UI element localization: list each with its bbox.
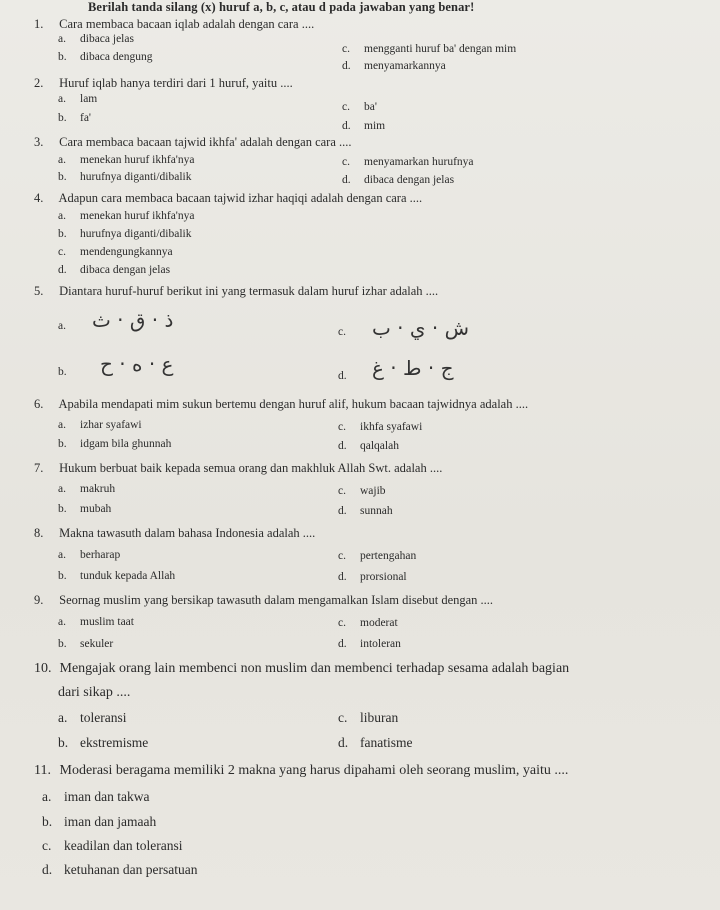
option-9a[interactable]: a. muslim taat [58,616,134,628]
option-5b[interactable]: b. [58,366,67,378]
option-5a-arabic: ذ · ق · ث [92,308,174,332]
option-11c[interactable]: c. keadilan dan toleransi [42,838,183,853]
option-11d[interactable]: d. ketuhanan dan persatuan [42,862,198,877]
option-7c[interactable]: c. wajib [338,485,386,497]
question-4: 4. Adapun cara membaca bacaan tajwid izhar haqiqi adalah dengan cara .... [34,191,423,205]
option-8d[interactable]: d. prorsional [338,571,407,583]
option-5b-arabic: ع · ه · ح [100,352,174,376]
option-8b[interactable]: b. tunduk kepada Allah [58,570,176,582]
question-text: Cara membaca bacaan iqlab adalah dengan cara .... [59,17,315,31]
option-3c[interactable]: c. menyamarkan hurufnya [342,156,474,168]
option-6c[interactable]: c. ikhfa syafawi [338,421,423,433]
option-6d[interactable]: d. qalqalah [338,440,399,452]
option-6b[interactable]: b. idgam bila ghunnah [58,438,172,450]
option-11a[interactable]: a. iman dan takwa [42,789,150,804]
option-9d[interactable]: d. intoleran [338,638,401,650]
option-7a[interactable]: a. makruh [58,483,116,495]
option-4c[interactable]: c. mendengungkannya [58,246,173,258]
question-1 [34,17,314,32]
option-8c[interactable]: c. pertengahan [338,550,417,562]
option-10a[interactable]: a. toleransi [58,710,127,725]
instruction-header: Berilah tanda silang (x) huruf a, b, c, atau d pada jawaban yang benar! [88,0,475,14]
question-10-continued: dari sikap .... [58,685,131,700]
option-11b[interactable]: b. iman dan jamaah [42,814,157,829]
option-5c-arabic: ش · ي · ب [372,316,470,340]
question-10: 10. Mengajak orang lain membenci non muslim dan membenci terhadap sesama adalah bagian [34,661,570,676]
option-3a[interactable]: a. menekan huruf ikhfa'nya [58,154,195,166]
option-5d[interactable]: d. [338,370,347,382]
option-9c[interactable]: c. moderat [338,617,398,629]
question-8: 8. Makna tawasuth dalam bahasa Indonesia adalah .... [34,526,316,540]
option-3b[interactable]: b. hurufnya diganti/dibalik [58,171,192,183]
option-3d[interactable]: d. dibaca dengan jelas [342,174,455,186]
option-2b[interactable]: b. fa' [58,112,92,124]
option-10c[interactable]: c. liburan [338,710,399,725]
option-7b[interactable]: b. mubah [58,503,112,515]
question-7: 7. Hukum berbuat baik kepada semua orang dan makhluk Allah Swt. adalah .... [34,461,443,475]
option-9b[interactable]: b. sekuler [58,638,114,650]
option-1d[interactable]: d. menyamarkannya [342,60,446,72]
option-6a[interactable]: a. izhar syafawi [58,419,142,431]
option-2a[interactable]: a. lam [58,93,98,105]
option-1c[interactable]: c. mengganti huruf ba' dengan mim [342,43,517,55]
option-4b[interactable]: b. hurufnya diganti/dibalik [58,228,192,240]
option-8a[interactable]: a. berharap [58,549,121,561]
question-5: 5. Diantara huruf-huruf berikut ini yang termasuk dalam huruf izhar adalah .... [34,284,439,298]
option-5d-arabic: ج · ط · غ [372,356,454,380]
option-1a[interactable]: a. dibaca jelas [58,33,134,45]
option-2d[interactable]: d. mim [342,120,386,132]
option-5c[interactable]: c. [338,326,346,338]
question-2: 2. Huruf iqlab hanya terdiri dari 1 huruf, yaitu .... [34,76,293,90]
option-4d[interactable]: d. dibaca dengan jelas [58,264,171,276]
question-9: 9. Seornag muslim yang bersikap tawasuth dalam mengamalkan Islam disebut dengan .... [34,593,494,607]
option-7d[interactable]: d. sunnah [338,505,393,517]
option-10d[interactable]: d. fanatisme [338,735,413,750]
option-2c[interactable]: c. ba' [342,101,377,113]
option-4a[interactable]: a. menekan huruf ikhfa'nya [58,210,195,222]
question-number: 1. [34,17,44,31]
question-6: 6. Apabila mendapati mim sukun bertemu dengan huruf alif, hukum bacaan tajwidnya adalah .... [34,397,529,411]
option-1b[interactable]: b. dibaca dengung [58,51,153,63]
option-5a[interactable]: a. [58,320,66,332]
option-10b[interactable]: b. ekstremisme [58,735,149,750]
question-11: 11. Moderasi beragama memiliki 2 makna yang harus dipahami oleh seorang muslim, yaitu .... [34,763,569,778]
question-3: 3. Cara membaca bacaan tajwid ikhfa' adalah dengan cara .... [34,135,352,149]
